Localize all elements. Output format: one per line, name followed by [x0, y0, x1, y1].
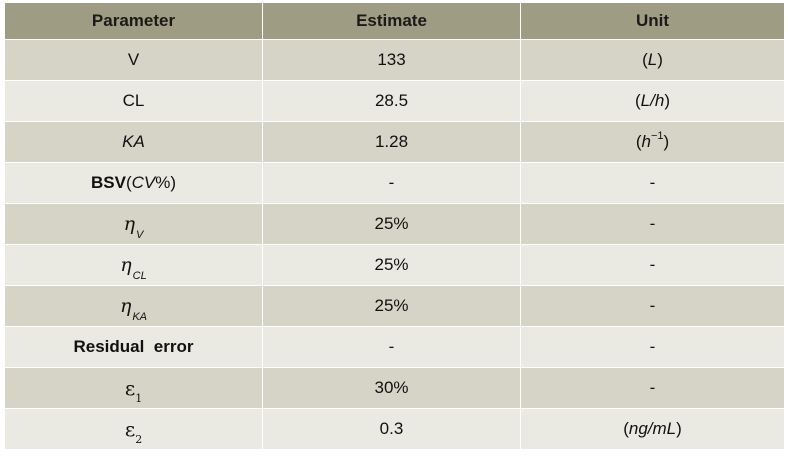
estimate-cell: - — [263, 327, 521, 368]
estimate-cell: 0.3 — [263, 409, 521, 450]
unit-cell: - — [521, 204, 785, 245]
estimate-cell: 25% — [263, 286, 521, 327]
header-estimate: Estimate — [263, 3, 521, 40]
table-row — [5, 327, 785, 368]
param-cell: $\eta_{CL}$ — [5, 245, 263, 286]
estimate-cell: 1.28 — [263, 122, 521, 163]
param-cell: $\eta_V$ — [5, 204, 263, 245]
param-cell: Residual error — [5, 327, 263, 368]
estimate-cell: 25% — [263, 245, 521, 286]
table-row — [5, 368, 785, 409]
unit-cell: - — [521, 368, 785, 409]
unit-cell: - — [521, 327, 785, 368]
unit-cell: $(h^{-1})$ — [521, 122, 785, 163]
header-parameter: Parameter — [5, 3, 263, 40]
table-header-row — [5, 3, 785, 40]
estimate-cell: 28.5 — [263, 81, 521, 122]
table-row — [5, 122, 785, 163]
param-cell: V — [5, 40, 263, 81]
param-cell: $\varepsilon_2$ — [5, 409, 263, 450]
table-row — [5, 204, 785, 245]
param-cell: BSV(CV%) — [5, 163, 263, 204]
param-cell: KA — [5, 122, 263, 163]
unit-cell: (ng/mL) — [521, 409, 785, 450]
header-unit: Unit — [521, 3, 785, 40]
unit-cell: (L) — [521, 40, 785, 81]
param-cell: $\eta_{KA}$ — [5, 286, 263, 327]
unit-cell: - — [521, 163, 785, 204]
estimate-cell: - — [263, 163, 521, 204]
param-cell: $\varepsilon_1$ — [5, 368, 263, 409]
unit-cell: (L/h) — [521, 81, 785, 122]
estimate-cell: 30% — [263, 368, 521, 409]
table-row — [5, 163, 785, 204]
table-row — [5, 409, 785, 450]
parameter-table — [4, 2, 785, 450]
param-cell: CL — [5, 81, 263, 122]
unit-cell: - — [521, 286, 785, 327]
table-row — [5, 286, 785, 327]
estimate-cell: 133 — [263, 40, 521, 81]
table-row — [5, 40, 785, 81]
table-row — [5, 81, 785, 122]
table-row — [5, 245, 785, 286]
unit-cell: - — [521, 245, 785, 286]
estimate-cell: 25% — [263, 204, 521, 245]
